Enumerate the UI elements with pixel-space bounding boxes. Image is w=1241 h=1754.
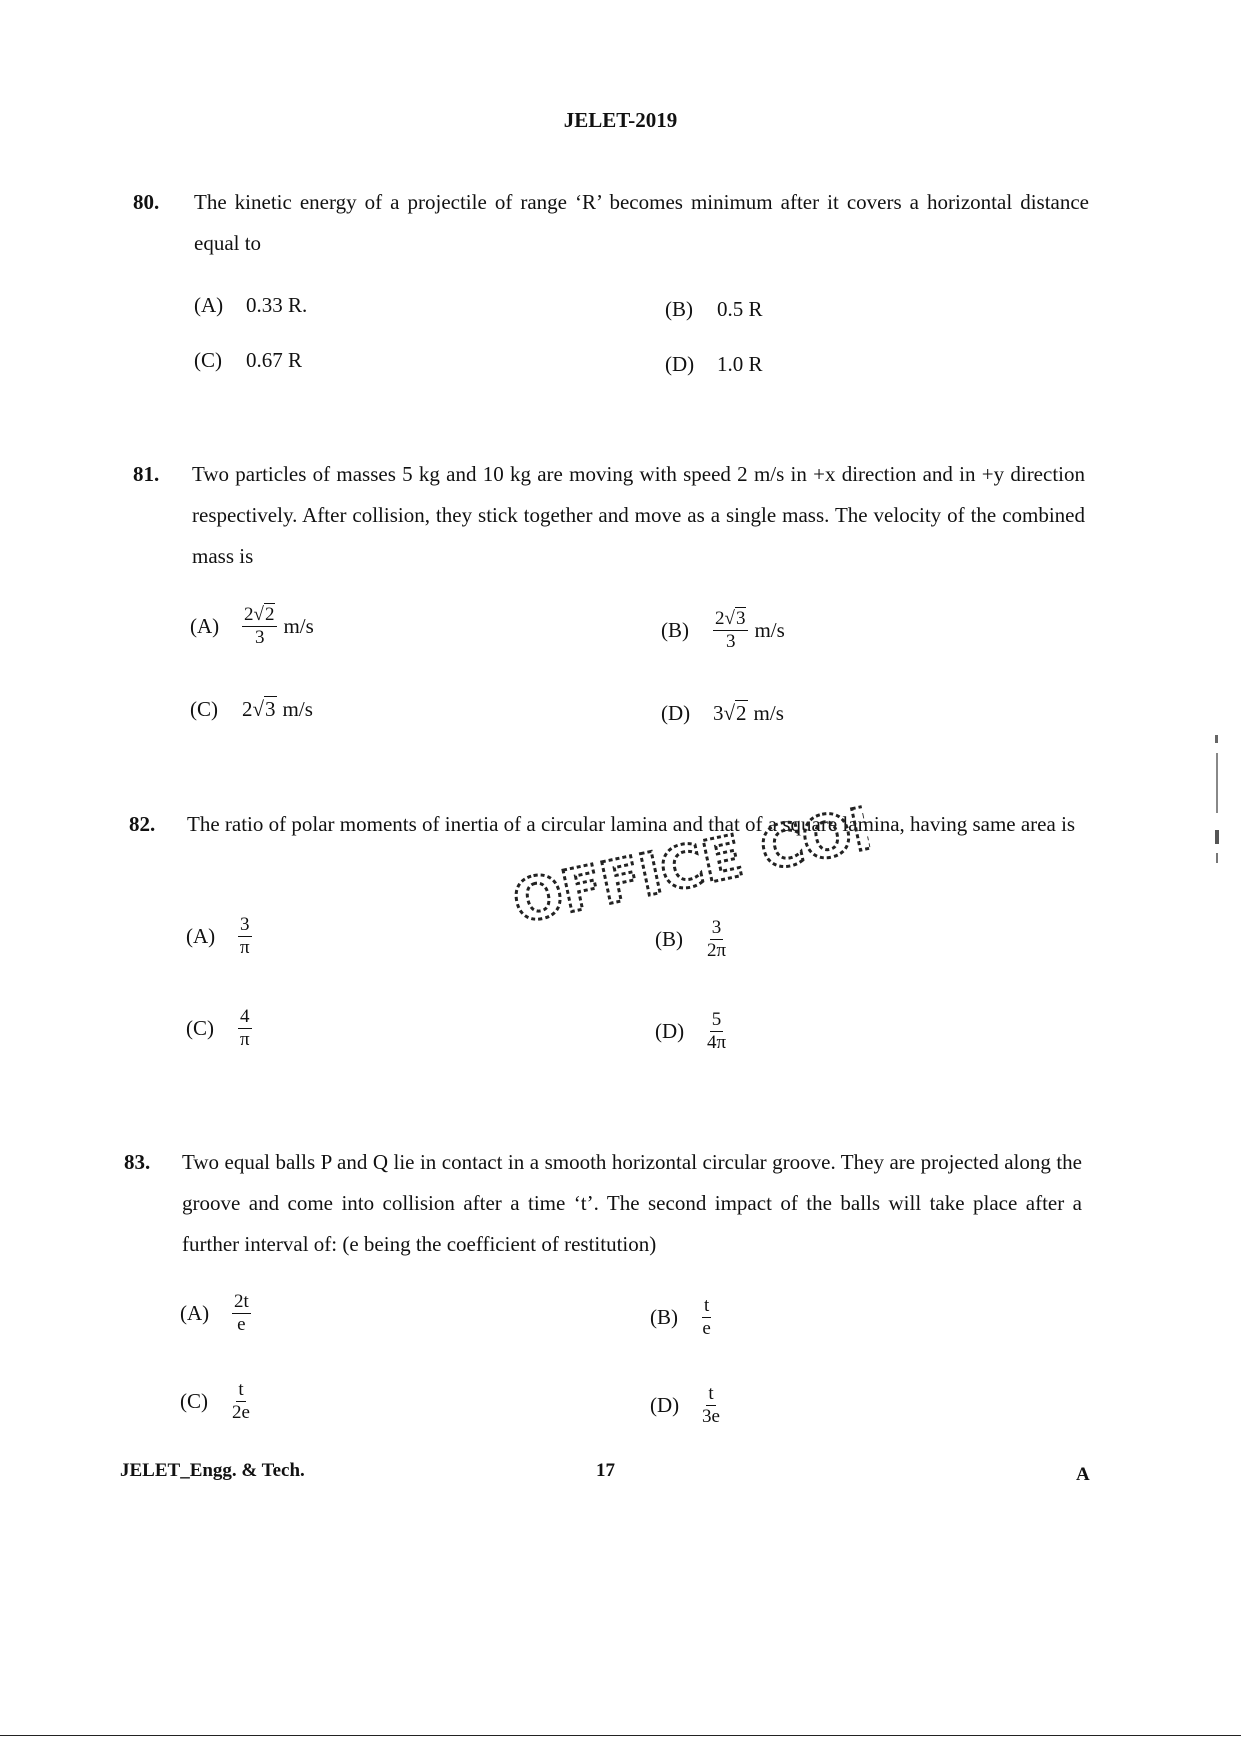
option-b <box>665 297 763 322</box>
option-label: (B) <box>655 926 683 951</box>
option-label: (A) <box>190 613 220 638</box>
radicand: 3 <box>735 608 746 629</box>
numerator: 4 <box>240 1006 250 1027</box>
fraction <box>232 1292 251 1335</box>
scan-edge-marks <box>1213 735 1221 870</box>
radicand: 2 <box>736 701 747 725</box>
set-code: A <box>1076 1464 1090 1485</box>
option-a <box>194 293 307 318</box>
option-label: (C) <box>180 1388 208 1413</box>
fraction <box>238 915 252 958</box>
fraction <box>232 1380 250 1423</box>
page-number: 17 <box>596 1460 615 1481</box>
radicand: 3 <box>265 697 276 721</box>
option-label: (C) <box>190 697 218 721</box>
fraction <box>702 1296 711 1339</box>
unit: m/s <box>753 701 784 725</box>
numerator: 5 <box>711 1009 722 1030</box>
option-value: 1.0 R <box>717 352 763 376</box>
denominator: 3e <box>702 1405 720 1427</box>
denominator: π <box>239 1028 250 1050</box>
option-label: (B) <box>650 1304 678 1329</box>
fraction <box>707 1010 726 1053</box>
footer-left: JELET_Engg. & Tech. <box>120 1460 305 1481</box>
option-label: (C) <box>186 1015 214 1040</box>
option-d <box>661 701 784 726</box>
numerator: 3 <box>711 917 722 938</box>
question-text: The ratio of polar moments of inertia of a circular lamina and that of a square lamina, having same area is <box>187 812 1076 836</box>
option-b <box>655 918 726 961</box>
option-label: (B) <box>665 297 693 321</box>
denominator: e <box>702 1317 711 1339</box>
numerator: 2t <box>234 1291 249 1312</box>
sqrt-symbol: √3 <box>724 608 746 629</box>
question-text: Two particles of masses 5 kg and 10 kg are moving with speed 2 m/s in +x direction and in +y direction respectively. After collision, they stick together and move as a single mass. The velocity of the combined mass is <box>192 462 1085 568</box>
option-c <box>180 1380 250 1423</box>
option-value: 0.33 R. <box>246 293 308 317</box>
sqrt-symbol: √2 <box>723 701 747 725</box>
fraction <box>707 918 726 961</box>
numerator: 3 <box>240 914 250 935</box>
coefficient: 2 <box>244 604 254 625</box>
numerator: t <box>704 1295 710 1316</box>
option-label: (D) <box>650 1392 680 1417</box>
option-b <box>650 1296 711 1339</box>
radicand: 2 <box>264 604 275 625</box>
option-value: 0.67 R <box>246 348 303 372</box>
option-label: (D) <box>661 701 691 725</box>
option-c <box>194 348 302 373</box>
question-number: 81. <box>133 462 160 486</box>
unit: m/s <box>282 697 313 721</box>
option-label: (D) <box>655 1018 685 1043</box>
fraction <box>702 1384 720 1427</box>
option-a <box>186 915 252 958</box>
question-text: Two equal balls P and Q lie in contact in a smooth horizontal circular groove. They are projected along the groove and come into collision after a time ‘t’. The second impact of the balls will take place after a further interval of: (e being the coefficient of restitution) <box>182 1150 1082 1256</box>
coefficient: 2 <box>242 697 253 721</box>
option-label: (B) <box>661 617 689 642</box>
stamp-text: OFFICE COPY <box>507 780 877 937</box>
question-number: 80. <box>133 190 160 214</box>
unit: m/s <box>754 617 785 642</box>
option-a <box>190 605 314 648</box>
denominator: 2e <box>232 1401 250 1423</box>
question-text: The kinetic energy of a projectile of range ‘R’ becomes minimum after it covers a horizontal distance equal to <box>194 190 1089 255</box>
option-a <box>180 1292 251 1335</box>
sqrt-symbol: √3 <box>252 697 276 721</box>
denominator: e <box>237 1313 246 1335</box>
option-c <box>190 697 313 722</box>
option-label: (C) <box>194 348 222 372</box>
question-number: 82. <box>129 812 156 836</box>
numerator: t <box>238 1379 244 1400</box>
option-c <box>186 1007 252 1050</box>
denominator: 3 <box>725 630 736 652</box>
option-label: (A) <box>194 293 224 317</box>
option-d <box>650 1384 720 1427</box>
option-label: (A) <box>180 1300 210 1325</box>
option-d <box>655 1010 726 1053</box>
denominator: 3 <box>254 626 265 648</box>
option-d <box>665 352 763 377</box>
option-b <box>661 609 785 652</box>
fraction <box>713 609 748 652</box>
bottom-rule <box>0 1735 1241 1736</box>
denominator: 2π <box>707 939 727 961</box>
denominator: π <box>239 936 250 958</box>
denominator: 4π <box>707 1031 727 1053</box>
fraction <box>238 1007 252 1050</box>
page-header: JELET-2019 <box>563 108 678 132</box>
option-value: 0.5 R <box>717 297 763 321</box>
sqrt-symbol: √2 <box>253 604 275 625</box>
option-label: (D) <box>665 352 695 376</box>
numerator: t <box>708 1383 714 1404</box>
coefficient: 2 <box>715 608 725 629</box>
coefficient: 3 <box>713 701 724 725</box>
unit: m/s <box>283 613 314 638</box>
fraction <box>242 605 277 648</box>
option-label: (A) <box>186 923 216 948</box>
question-number: 83. <box>124 1150 151 1174</box>
